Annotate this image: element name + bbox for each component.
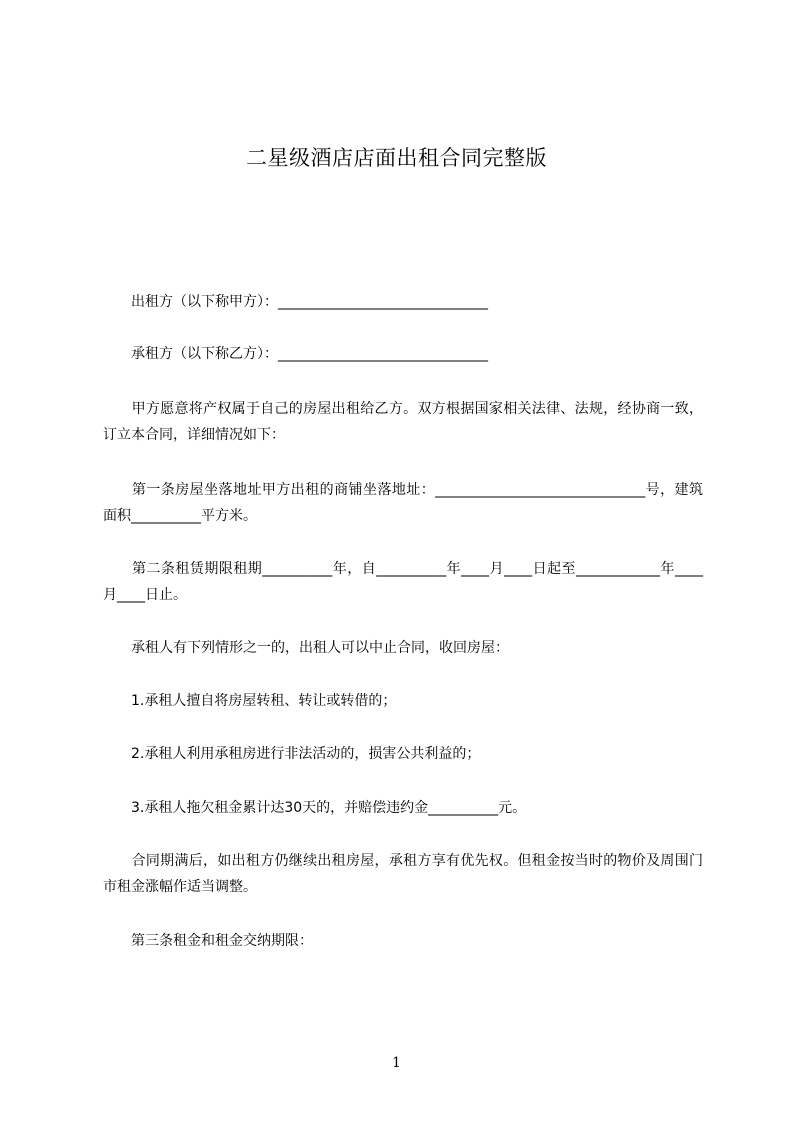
- termination-intro-paragraph: 承租人有下列情形之一的，出租人可以中止合同，收回房屋：: [103, 640, 509, 656]
- termination-item-3: 3.承租人拖欠租金累计达30天的，并赔偿违约金__________元。: [103, 800, 527, 816]
- termination-item-2: 2.承租人利用承租房进行非法活动的，损害公共利益的；: [103, 746, 481, 762]
- article-1-paragraph: 第一条房屋坐落地址甲方出租的商铺坐落地址：______________________________号，建筑面积__________平方米。: [103, 482, 703, 524]
- article-3-heading: 第三条租金和租金交纳期限：: [103, 933, 313, 949]
- lessor-line: 出租方（以下称甲方）：______________________________: [103, 294, 488, 310]
- document-title: 二星级酒店店面出租合同完整版: [246, 146, 547, 170]
- renewal-paragraph: 合同期满后，如出租方仍继续出租房屋，承租方享有优先权。但租金按当时的物价及周围门市租金涨幅作适当调整。: [103, 853, 703, 895]
- article-2-paragraph: 第二条租赁期限租期__________年，自__________年____月____日起至____________年____月____日止。: [103, 561, 703, 603]
- lessee-line: 承租方（以下称乙方）：______________________________: [103, 346, 488, 362]
- page-number: 1: [392, 1055, 401, 1071]
- intro-paragraph: 甲方愿意将产权属于自己的房屋出租给乙方。双方根据国家相关法律、法规，经协商一致，订立本合同，详细情况如下：: [103, 401, 703, 443]
- termination-item-1: 1.承租人擅自将房屋转租、转让或转借的；: [103, 693, 397, 709]
